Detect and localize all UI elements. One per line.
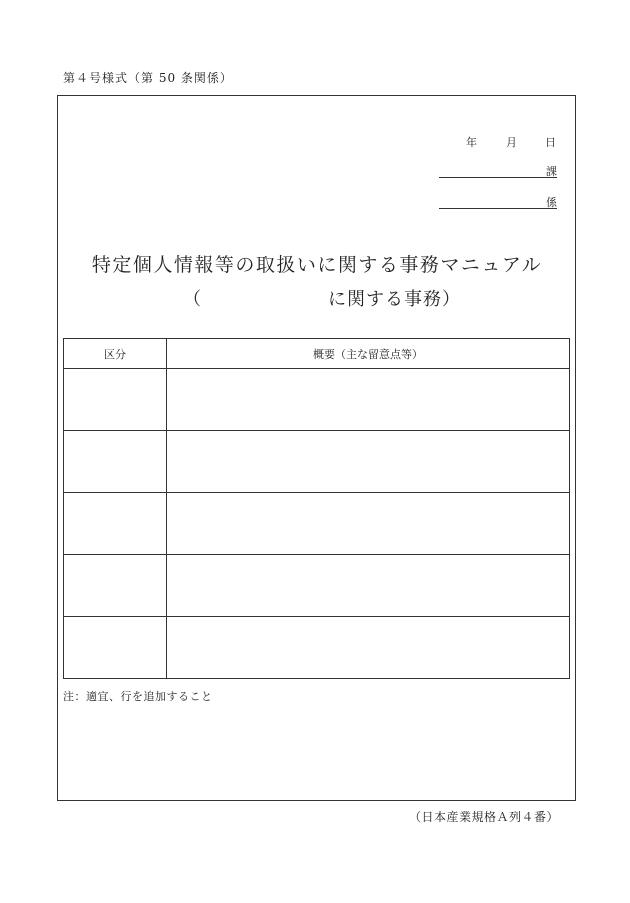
table-header-row	[64, 339, 570, 369]
section-signature-line	[439, 163, 557, 178]
table-row	[64, 617, 570, 679]
category-cell[interactable]	[64, 617, 167, 679]
category-cell[interactable]	[64, 555, 167, 617]
title-open-paren: （	[183, 289, 202, 310]
summary-cell[interactable]	[167, 555, 570, 617]
paper-standard-label: （日本産業規格Ａ列４番）	[409, 810, 560, 824]
date-day-label: 日	[545, 136, 556, 149]
summary-cell[interactable]	[167, 431, 570, 493]
category-cell[interactable]	[64, 431, 167, 493]
section-label: 課	[546, 165, 557, 178]
subsection-label: 係	[546, 196, 557, 209]
summary-cell[interactable]	[167, 493, 570, 555]
table-row	[64, 493, 570, 555]
summary-cell[interactable]	[167, 617, 570, 679]
subsection-signature-line	[439, 194, 557, 209]
header-summary: 概要（主な留意点等）	[167, 339, 570, 369]
form-number: 第４号様式（第 50 条関係）	[63, 71, 233, 85]
category-cell[interactable]	[64, 493, 167, 555]
table-note: 注：適宜、行を追加すること	[63, 690, 213, 703]
date-year-label: 年	[466, 136, 477, 149]
category-cell[interactable]	[64, 369, 167, 431]
table-row	[64, 431, 570, 493]
date-month-label: 月	[506, 136, 517, 149]
header-category: 区分	[64, 339, 167, 369]
document-subtitle: に関する事務）	[328, 289, 461, 310]
manual-table	[63, 338, 570, 679]
table-row	[64, 369, 570, 431]
table-row	[64, 555, 570, 617]
summary-cell[interactable]	[167, 369, 570, 431]
document-title: 特定個人情報等の取扱いに関する事務マニュアル	[91, 254, 543, 276]
